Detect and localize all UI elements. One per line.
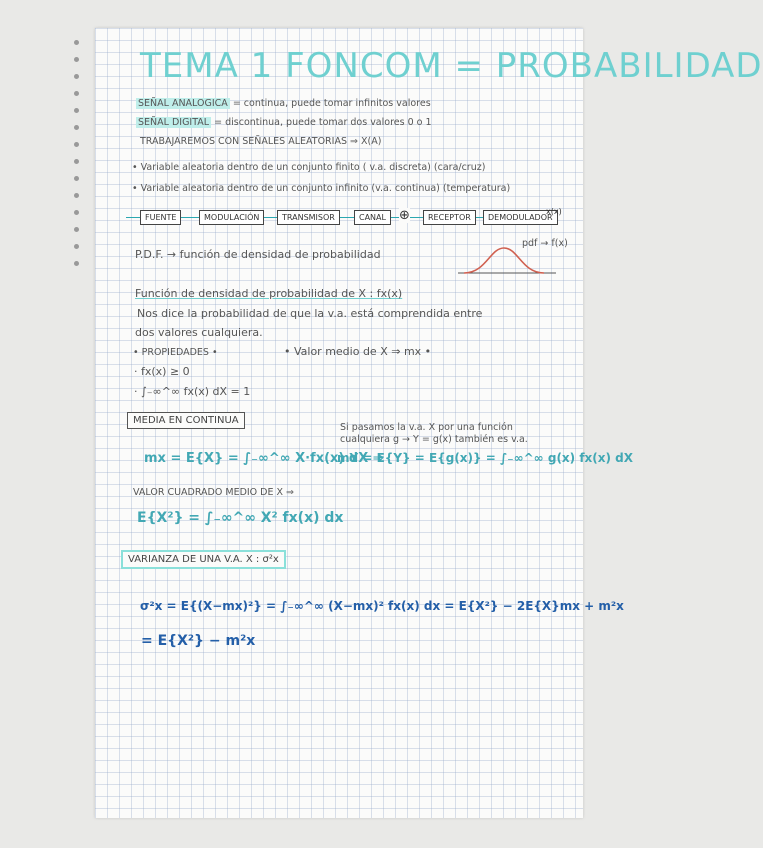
variance-heading: VARIANZA DE UNA V.A. X : σ²x	[121, 550, 286, 569]
media-formula: mx = E{X} = ∫₋∞^∞ X·fx(x) dX ⇒	[144, 451, 384, 466]
digital-line	[136, 117, 432, 128]
block-demodulador: DEMODULADOR	[483, 210, 558, 225]
media-formula-y: mY = E{Y} = E{g(x)} = ∫₋∞^∞ g(x) fx(x) dX	[337, 451, 634, 465]
media-heading: MEDIA EN CONTINUA	[127, 412, 245, 429]
chain-output: x(x)	[546, 207, 562, 216]
analog-line	[136, 98, 431, 109]
analog-text: = continua, puede tomar infinitos valores	[232, 98, 431, 109]
quadratic-heading: VALOR CUADRADO MEDIO DE X ⇒	[133, 487, 295, 498]
analog-label: SEÑAL ANALOGICA	[138, 98, 228, 109]
page-title: TEMA 1 FONCOM = PROBABILIDAD	[140, 46, 763, 86]
variance-formula-2: = E{X²} − m²x	[141, 633, 256, 649]
quadratic-formula: E{X²} = ∫₋∞^∞ X² fx(x) dx	[137, 510, 344, 526]
media-note-1: Si pasamos la v.a. X por una función	[340, 422, 513, 433]
bullet-continuous: • Variable aleatoria dentro de un conjunto infinito (v.a. continua) (temperatura)	[132, 183, 511, 194]
properties-label: • PROPIEDADES •	[133, 347, 218, 358]
density-text-2: dos valores cualquiera.	[135, 326, 263, 339]
block-modulacion: MODULACIÓN	[199, 210, 264, 225]
sum-symbol: ⊕	[399, 208, 410, 223]
pdf-curve-label: pdf → f(x)	[522, 238, 568, 249]
block-canal: CANAL	[354, 210, 391, 225]
digital-label: SEÑAL DIGITAL	[138, 117, 210, 128]
block-transmisor: TRANSMISOR	[277, 210, 340, 225]
block-fuente: FUENTE	[140, 210, 181, 225]
bullet-discrete: • Variable aleatoria dentro de un conjunto finito ( v.a. discreta) (cara/cruz)	[132, 162, 486, 173]
variance-formula-1: σ²x = E{(X−mx)²} = ∫₋∞^∞ (X−mx)² fx(x) dx = E{X²} − 2E{X}mx + m²x	[140, 599, 624, 613]
density-heading: Función de densidad de probabilidad de X : fx(x)	[135, 287, 403, 300]
binder-holes	[70, 40, 84, 260]
density-text-1: Nos dice la probabilidad de que la v.a. está comprendida entre	[137, 307, 483, 320]
random-line: TRABAJAREMOS CON SEÑALES ALEATORIAS ⇒ X(A)	[140, 136, 382, 147]
block-receptor: RECEPTOR	[423, 210, 476, 225]
media-note-2: cualquiera g → Y = g(x) también es v.a.	[340, 434, 528, 445]
digital-text: = discontinua, puede tomar dos valores 0 o 1	[214, 117, 432, 128]
pdf-definition: P.D.F. → función de densidad de probabilidad	[135, 248, 381, 261]
mean-note: • Valor medio de X ⇒ mx •	[284, 345, 432, 358]
property-1: · fx(x) ≥ 0	[134, 365, 190, 378]
property-2: · ∫₋∞^∞ fx(x) dX = 1	[134, 385, 251, 398]
